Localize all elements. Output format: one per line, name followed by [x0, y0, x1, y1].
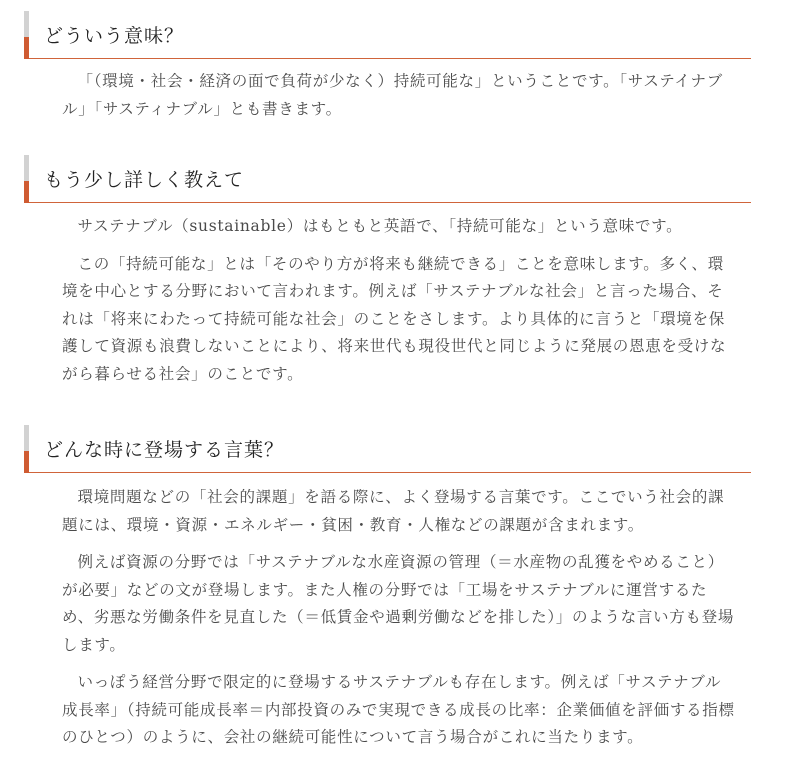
heading-accent-bar-gray [24, 11, 29, 37]
section-title: どういう意味？ [44, 25, 185, 47]
heading-accent-bar-orange [24, 451, 29, 473]
paragraph: 「（環境・社会・経済の面で負荷が少なく）持続可能な」ということです。「サステイナブル」「サスティナブル」とも書きます。 [62, 72, 723, 118]
section-meaning [24, 11, 751, 123]
section-heading [24, 11, 751, 59]
heading-accent-bar-gray [24, 425, 29, 451]
paragraph: この「持続可能な」とは「そのやり方が将来も継続できる」ことを意味します。多く、環境を中心とする分野において言われます。例えば「サステナブルな社会」と言った場合、それは「将来にわたって持続可能な社会」のことをさします。より具体的に言うと「環境を保護して資源も浪費しないことにより、将来世代も現役世代と同じように発展の恩恵を受けながら暮らせる社会」のことです。 [62, 254, 727, 383]
section-details [24, 155, 751, 388]
heading-accent-bar-orange [24, 37, 29, 59]
section-title: もう少し詳しく教えて [44, 169, 245, 191]
section-body [24, 473, 751, 752]
heading-accent-bar-orange [24, 181, 29, 203]
section-heading [24, 155, 751, 203]
paragraph: 例えば資源の分野では「サステナブルな水産資源の管理（＝水産物の乱獲をやめること）が必要」などの文が登場します。また人権の分野では「工場をサステナブルに運営するため、劣悪な労働条件を見直した（＝低賃金や過剰労働などを排した）」のような言い方も登場します。 [62, 553, 735, 654]
paragraph: サステナブル（sustainable）はもともと英語で、「持続可能な」という意味です。 [77, 217, 683, 235]
section-title: どんな時に登場する言葉？ [44, 439, 285, 461]
section-heading [24, 425, 751, 473]
paragraph: いっぽう経営分野で限定的に登場するサステナブルも存在します。例えば「サステナブル成長率」（持続可能成長率＝内部投資のみで実現できる成長の比率：企業価値を評価する指標のひとつ）のように、会社の継続可能性について言う場合がこれに当たります。 [62, 673, 735, 746]
paragraph: 環境問題などの「社会的課題」を語る際に、よく登場する言葉です。ここでいう社会的課題には、環境・資源・エネルギー・貧困・教育・人権などの課題が含まれます。 [62, 488, 725, 534]
section-body [24, 203, 751, 388]
section-body [24, 59, 751, 123]
heading-accent-bar-gray [24, 155, 29, 181]
section-usage [24, 425, 751, 752]
